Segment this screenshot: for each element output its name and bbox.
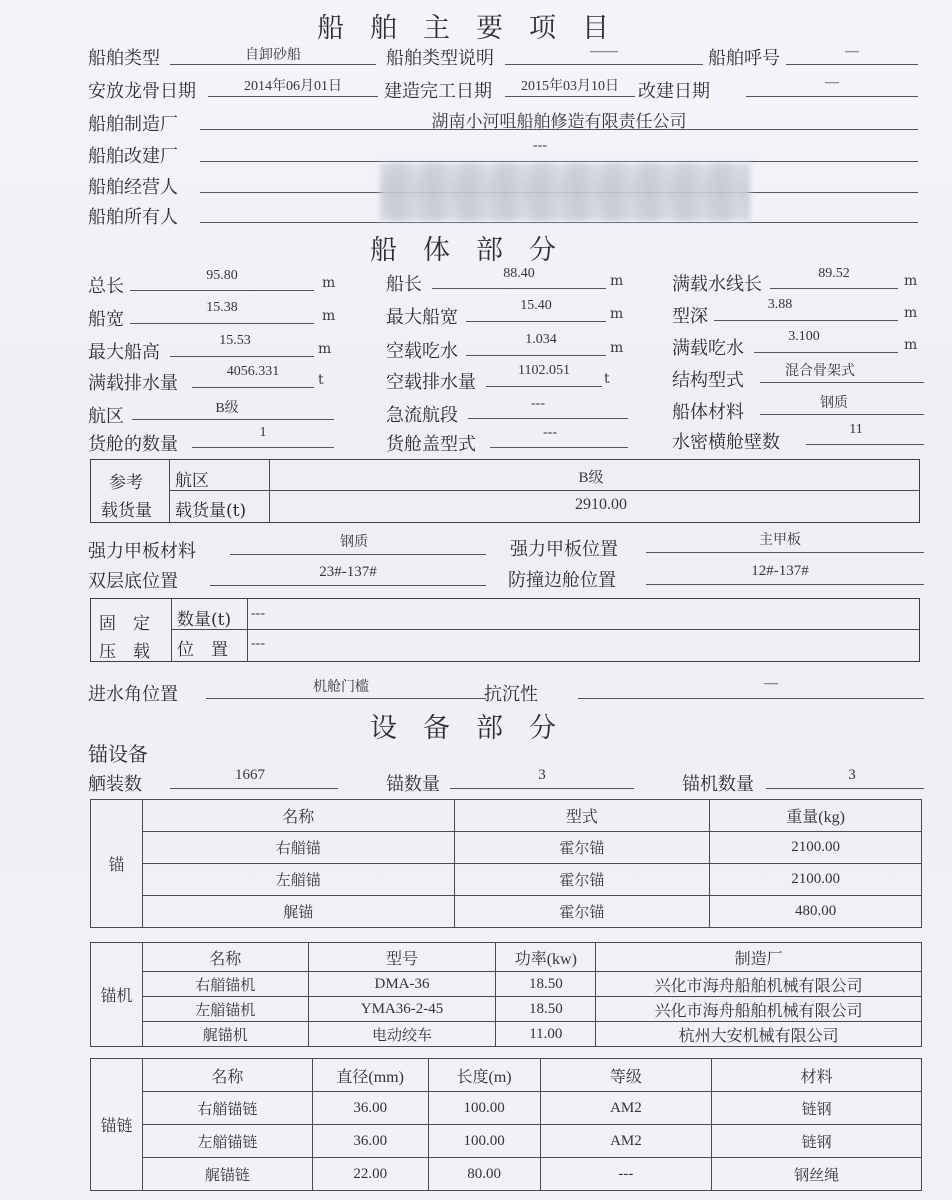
ballast-side-2: 压 载 <box>99 642 150 662</box>
windlass-name: 左艏锚机 <box>142 997 308 1022</box>
structure-label: 结构型式 <box>672 370 744 391</box>
anchor-type: 霍尔锚 <box>454 896 710 928</box>
light-disp-value: 1102.051 <box>518 363 570 378</box>
hatch-value: --- <box>543 425 557 440</box>
table-row <box>91 1158 922 1191</box>
full-disp-label: 满载排水量 <box>88 373 178 394</box>
full-disp-unit: t <box>318 372 324 388</box>
loa-value: 95.80 <box>206 268 238 283</box>
callsign-line <box>786 64 918 65</box>
bulkheads-label: 水密横舱壁数 <box>672 432 780 453</box>
depth-value: 3.88 <box>767 297 793 312</box>
rebuilt-date-label: 改建日期 <box>638 81 710 102</box>
collision-line <box>646 584 924 585</box>
ballast-qty-value: --- <box>251 606 265 621</box>
chain-col-grade: 等级 <box>540 1059 712 1092</box>
material-label: 船体材料 <box>672 402 744 423</box>
ship-type-value: 自卸砂船 <box>245 48 301 63</box>
windlass-model: DMA-36 <box>308 972 496 997</box>
bulkheads-value: 11 <box>849 422 863 437</box>
outfit-number-line <box>170 788 338 789</box>
anchor-weight: 480.00 <box>710 896 922 928</box>
anchor-type: 霍尔锚 <box>454 864 710 896</box>
bulkheads-line <box>806 444 924 445</box>
double-bottom-label: 双层底位置 <box>88 571 178 592</box>
strength-pos-label: 强力甲板位置 <box>510 539 618 560</box>
chain-col-material: 材料 <box>712 1059 922 1092</box>
depth-line <box>714 320 898 321</box>
hull-title: 船体部分 <box>370 235 582 266</box>
windlass-col-model: 型号 <box>308 943 496 972</box>
max-breadth-label: 最大船宽 <box>386 307 458 328</box>
anchor-count-line <box>450 788 634 789</box>
windlass-name: 艉锚机 <box>142 1022 308 1047</box>
keel-date-label: 安放龙骨日期 <box>88 81 196 102</box>
anchor-count-value: 3 <box>538 767 546 783</box>
unsinkability-line <box>578 698 924 699</box>
holds-label: 货舱的数量 <box>88 434 178 455</box>
cargo-area-label: 航区 <box>175 471 209 491</box>
light-disp-label: 空载排水量 <box>386 372 476 393</box>
breadth-line <box>130 323 314 324</box>
owner-label: 船舶所有人 <box>88 207 178 228</box>
chain-col-name: 名称 <box>142 1059 312 1092</box>
lbp-line <box>432 288 606 289</box>
full-disp-value: 4056.331 <box>226 364 280 379</box>
chain-name: 右艏锚链 <box>142 1092 312 1125</box>
windlass-power: 18.50 <box>496 972 596 997</box>
windlass-count-line <box>766 788 924 789</box>
flood-angle-value: 机舱门槛 <box>313 680 369 695</box>
strength-mat-label: 强力甲板材料 <box>88 541 196 562</box>
anchor-name: 左艏锚 <box>142 864 454 896</box>
keel-date-value: 2014年06月01日 <box>244 79 342 94</box>
chain-length: 80.00 <box>428 1158 540 1191</box>
chain-grade: --- <box>540 1158 712 1191</box>
anchor-col-type: 型式 <box>454 800 710 832</box>
anchor-section-heading: 锚设备 <box>88 742 148 766</box>
max-breadth-value: 15.40 <box>520 298 552 313</box>
light-disp-line <box>486 386 602 387</box>
ballast-pos-label: 位 置 <box>177 640 228 660</box>
chain-diameter: 22.00 <box>312 1158 428 1191</box>
built-date-label: 建造完工日期 <box>384 81 492 102</box>
chain-length: 100.00 <box>428 1125 540 1158</box>
unsinkability-label: 抗沉性 <box>484 684 538 705</box>
breadth-value: 15.38 <box>206 300 238 315</box>
windlass-power: 11.00 <box>496 1022 596 1047</box>
breadth-label: 船宽 <box>88 309 124 330</box>
windlass-count-value: 3 <box>848 767 856 783</box>
windlass-maker: 杭州大安机械有限公司 <box>596 1022 922 1047</box>
loa-line <box>130 290 314 291</box>
cargo-load-label: 载货量(t) <box>175 501 247 521</box>
ship-type-label: 船舶类型 <box>88 48 160 69</box>
rapids-value: --- <box>531 396 545 411</box>
chain-diameter: 36.00 <box>312 1092 428 1125</box>
holds-value: 1 <box>259 425 267 440</box>
table-row <box>91 1125 922 1158</box>
chain-table <box>90 1058 922 1191</box>
collision-value: 12#-137# <box>751 563 809 579</box>
windlass-col-power: 功率(kw) <box>496 943 596 972</box>
windlass-maker: 兴化市海舟船舶机械有限公司 <box>596 997 922 1022</box>
operator-label: 船舶经营人 <box>88 177 178 198</box>
chain-length: 100.00 <box>428 1092 540 1125</box>
cargo-side-1: 参考 <box>109 473 143 493</box>
ship-type-line <box>170 64 376 65</box>
rebuilt-date-value: — <box>825 75 839 90</box>
structure-value: 混合骨架式 <box>785 364 855 379</box>
light-draft-label: 空载吃水 <box>386 341 458 362</box>
keel-date-line <box>208 96 378 97</box>
chain-material: 链钢 <box>712 1092 922 1125</box>
material-line <box>760 414 924 415</box>
ballast-qty-label: 数量(t) <box>177 610 232 630</box>
cargo-area-value: B级 <box>578 470 604 486</box>
max-breadth-line <box>466 321 606 322</box>
rebuilder-label: 船舶改建厂 <box>88 146 178 167</box>
lbp-value: 88.40 <box>503 266 535 281</box>
loa-unit: m <box>322 275 336 291</box>
anchor-table-side: 锚 <box>91 800 143 928</box>
loa-label: 总长 <box>88 276 124 297</box>
ballast-pos-value: --- <box>251 636 265 651</box>
table-row <box>91 1022 922 1047</box>
table-row <box>91 864 922 896</box>
light-draft-value: 1.034 <box>525 332 557 347</box>
rebuilder-value: --- <box>533 138 547 153</box>
anchor-col-weight: 重量(kg) <box>710 800 922 832</box>
chain-material: 钢丝绳 <box>712 1158 922 1191</box>
double-bottom-line <box>210 585 486 586</box>
holds-line <box>192 447 334 448</box>
anchor-name: 右艏锚 <box>142 832 454 864</box>
light-draft-line <box>466 355 606 356</box>
rapids-line <box>468 418 628 419</box>
windlass-maker: 兴化市海舟船舶机械有限公司 <box>596 972 922 997</box>
lwl-value: 89.52 <box>818 266 850 281</box>
full-draft-label: 满载吃水 <box>672 338 744 359</box>
rebuilt-date-line <box>746 96 918 97</box>
strength-mat-line <box>230 554 486 555</box>
max-height-value: 15.53 <box>219 333 251 348</box>
redacted-block <box>380 163 750 221</box>
windlass-col-maker: 制造厂 <box>596 943 922 972</box>
full-disp-line <box>192 387 314 388</box>
depth-unit: m <box>904 305 918 321</box>
depth-label: 型深 <box>672 306 708 327</box>
max-breadth-unit: m <box>610 306 624 322</box>
owner-line <box>200 222 918 223</box>
full-draft-value: 3.100 <box>788 329 820 344</box>
ballast-box <box>90 598 920 662</box>
anchor-count-label: 锚数量 <box>386 774 440 795</box>
material-value: 钢质 <box>820 396 848 411</box>
ballast-side-1: 固 定 <box>99 614 150 634</box>
flood-angle-label: 进水角位置 <box>88 684 178 705</box>
rebuilder-line <box>200 161 918 162</box>
anchor-table <box>90 799 922 928</box>
chain-table-side: 锚链 <box>91 1059 143 1191</box>
chain-material: 链钢 <box>712 1125 922 1158</box>
rapids-label: 急流航段 <box>386 405 458 426</box>
cargo-load-value: 2910.00 <box>575 496 627 513</box>
anchor-name: 艉锚 <box>142 896 454 928</box>
windlass-model: 电动绞车 <box>308 1022 496 1047</box>
light-draft-unit: m <box>610 340 624 356</box>
table-row <box>91 997 922 1022</box>
cargo-side-2: 载货量 <box>101 501 152 521</box>
table-row <box>91 896 922 928</box>
windlass-power: 18.50 <box>496 997 596 1022</box>
builder-value: 湖南小河咀船舶修造有限责任公司 <box>431 112 687 132</box>
chain-name: 左艏锚链 <box>142 1125 312 1158</box>
full-draft-line <box>754 352 898 353</box>
outfit-number-value: 1667 <box>235 767 265 783</box>
windlass-model: YMA36-2-45 <box>308 997 496 1022</box>
structure-line <box>760 382 924 383</box>
max-height-line <box>170 356 314 357</box>
windlass-count-label: 锚机数量 <box>682 774 754 795</box>
light-disp-unit: t <box>604 371 610 387</box>
ship-type-desc-line <box>505 64 703 65</box>
chain-col-length: 长度(m) <box>428 1059 540 1092</box>
table-row <box>91 832 922 864</box>
windlass-name: 右艏锚机 <box>142 972 308 997</box>
area-value: B级 <box>215 401 239 416</box>
table-row <box>91 1092 922 1125</box>
windlass-col-name: 名称 <box>142 943 308 972</box>
max-height-unit: m <box>318 341 332 357</box>
chain-name: 艉锚链 <box>142 1158 312 1191</box>
hatch-line <box>490 447 628 448</box>
max-height-label: 最大船高 <box>88 342 160 363</box>
windlass-table <box>90 942 922 1047</box>
hatch-label: 货舱盖型式 <box>386 434 476 455</box>
table-row <box>91 972 922 997</box>
ship-type-desc-value: —— <box>590 44 618 59</box>
chain-col-diameter: 直径(mm) <box>312 1059 428 1092</box>
chain-grade: AM2 <box>540 1125 712 1158</box>
full-draft-unit: m <box>904 337 918 353</box>
unsinkability-value: — <box>764 676 778 691</box>
callsign-value: — <box>845 44 859 59</box>
strength-pos-value: 主甲板 <box>759 533 801 548</box>
equipment-title: 设备部分 <box>370 713 582 744</box>
anchor-weight: 2100.00 <box>710 832 922 864</box>
chain-diameter: 36.00 <box>312 1125 428 1158</box>
lbp-label: 船长 <box>386 274 422 295</box>
collision-label: 防撞边舱位置 <box>508 570 616 591</box>
double-bottom-value: 23#-137# <box>319 564 377 580</box>
ship-type-desc-label: 船舶类型说明 <box>386 48 494 69</box>
lbp-unit: m <box>610 273 624 289</box>
anchor-type: 霍尔锚 <box>454 832 710 864</box>
breadth-unit: m <box>322 308 336 324</box>
lwl-unit: m <box>904 273 918 289</box>
lwl-label: 满载水线长 <box>672 274 762 295</box>
builder-label: 船舶制造厂 <box>88 114 178 135</box>
windlass-table-side: 锚机 <box>91 943 143 1047</box>
main-title: 船舶主要项目 <box>317 13 635 44</box>
lwl-line <box>770 288 898 289</box>
anchor-weight: 2100.00 <box>710 864 922 896</box>
strength-pos-line <box>646 552 924 553</box>
anchor-col-name: 名称 <box>142 800 454 832</box>
chain-grade: AM2 <box>540 1092 712 1125</box>
flood-angle-line <box>206 698 486 699</box>
outfit-number-label: 舾装数 <box>88 774 142 795</box>
built-date-line <box>505 96 635 97</box>
strength-mat-value: 钢质 <box>340 535 368 550</box>
area-line <box>132 419 334 420</box>
cargo-box <box>90 459 920 523</box>
callsign-label: 船舶呼号 <box>708 48 780 69</box>
area-label: 航区 <box>88 406 124 427</box>
built-date-value: 2015年03月10日 <box>521 79 619 94</box>
